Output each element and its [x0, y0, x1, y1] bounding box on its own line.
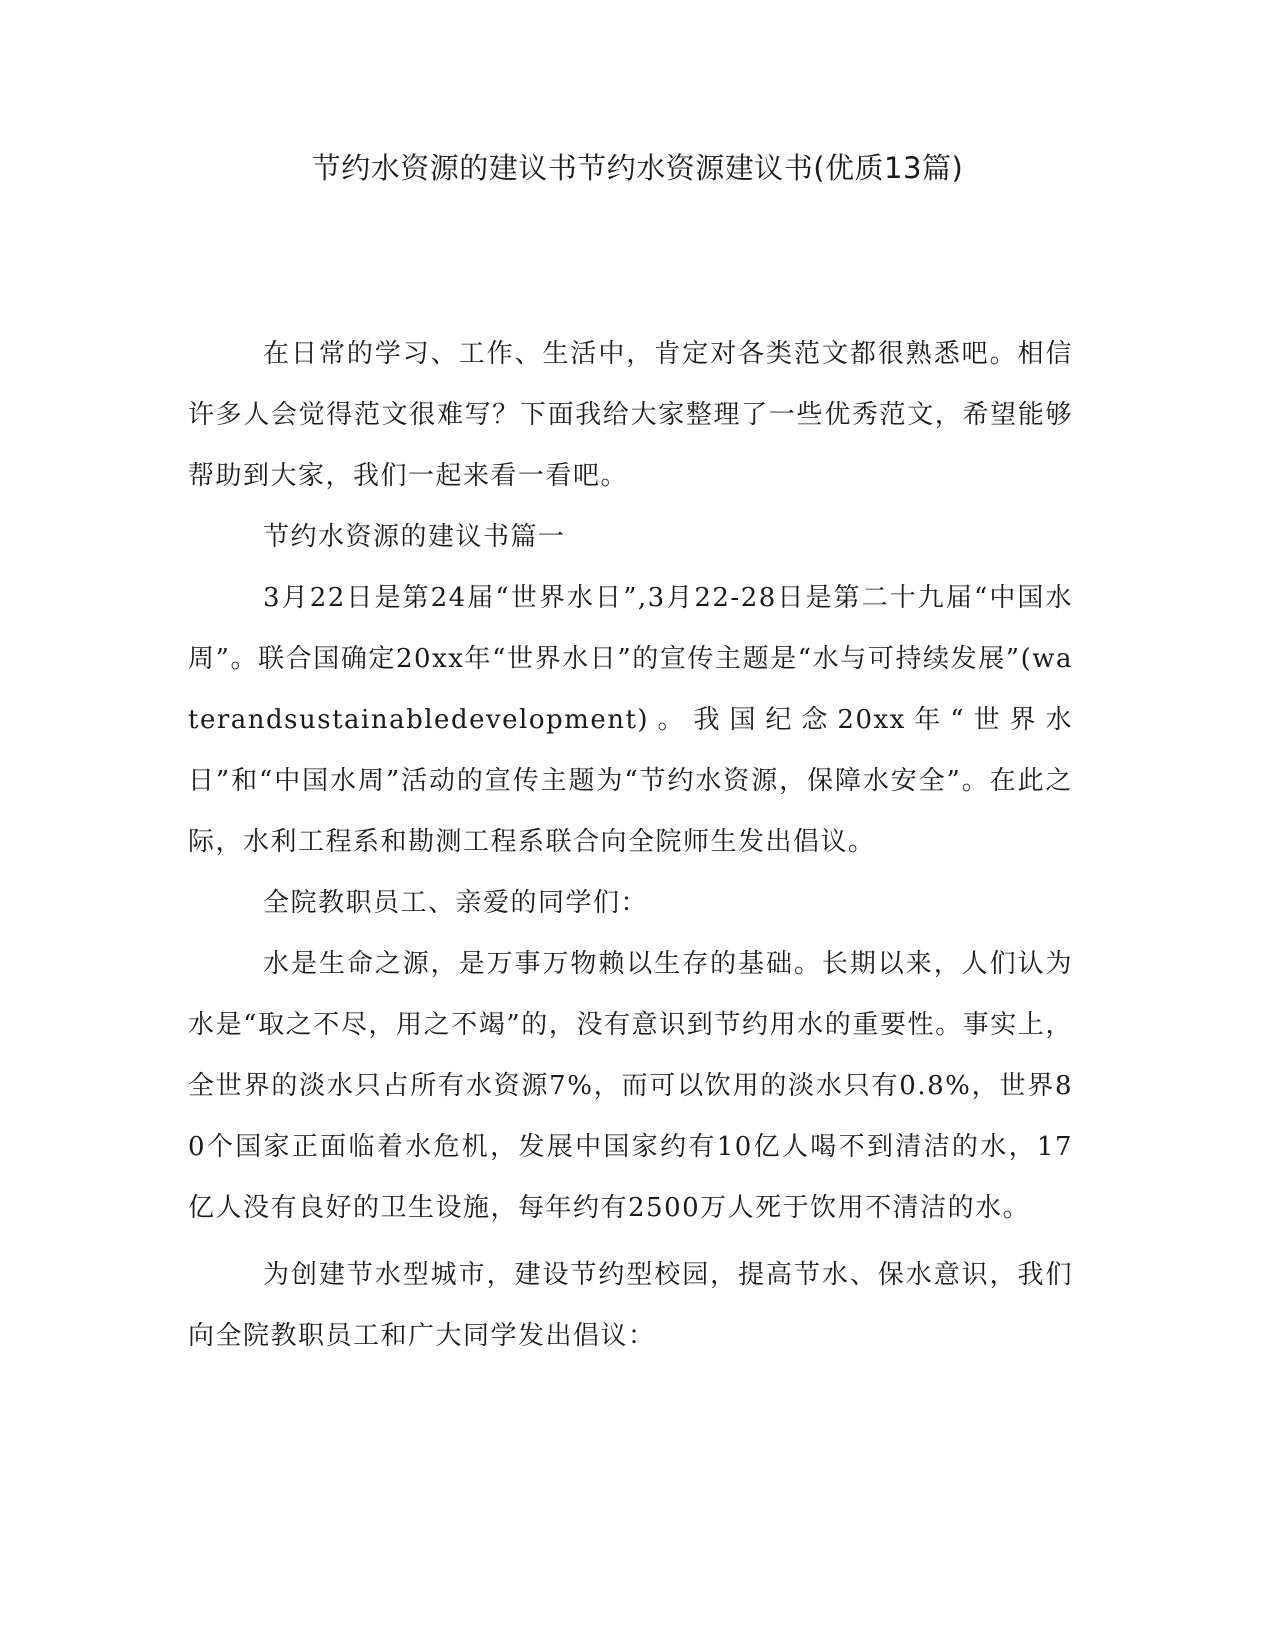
proposal-paragraph: 为创建节水型城市，建设节约型校园，提高节水、保水意识，我们向全院教职员工和广大同学发出倡议： — [188, 1260, 1073, 1351]
water-crisis-paragraph: 水是生命之源，是万事万物赖以生存的基础。长期以来，人们认为水是“取之不尽，用之不竭”的，没有意识到节约用水的重要性。事实上，全世界的淡水只占所有水资源7%，而可以饮用的淡水只有0.8%，世界80个国家正面临着水危机，发展中国家约有10亿人喝不到清洁的水，17亿人没有良好的卫生设施，每年约有2500万人死于饮用不清洁的水。 — [188, 949, 1073, 1223]
salutation: 全院教职员工、亲爱的同学们： — [263, 888, 649, 918]
world-water-day-paragraph: 3月22日是第24届“世界水日”,3月22-28日是第二十九届“中国水周”。联合国确定20xx年“世界水日”的宣传主题是“水与可持续发展”(waterandsustainabledevelopment)。我国纪念20xx年“世界水日”和“中国水周”活动的宣传主题为“节约水资源，保障水安全”。在此之际，水利工程系和勘测工程系联合向全院师生发出倡议。 — [188, 583, 1073, 857]
document-title: 节约水资源的建议书节约水资源建议书(优质13篇) — [311, 151, 964, 185]
document-body — [188, 324, 1073, 1367]
intro-paragraph: 在日常的学习、工作、生活中，肯定对各类范文都很熟悉吧。相信许多人会觉得范文很难写？下面我给大家整理了一些优秀范文，希望能够帮助到大家，我们一起来看一看吧。 — [188, 339, 1073, 491]
section-heading: 节约水资源的建议书篇一 — [263, 522, 566, 552]
